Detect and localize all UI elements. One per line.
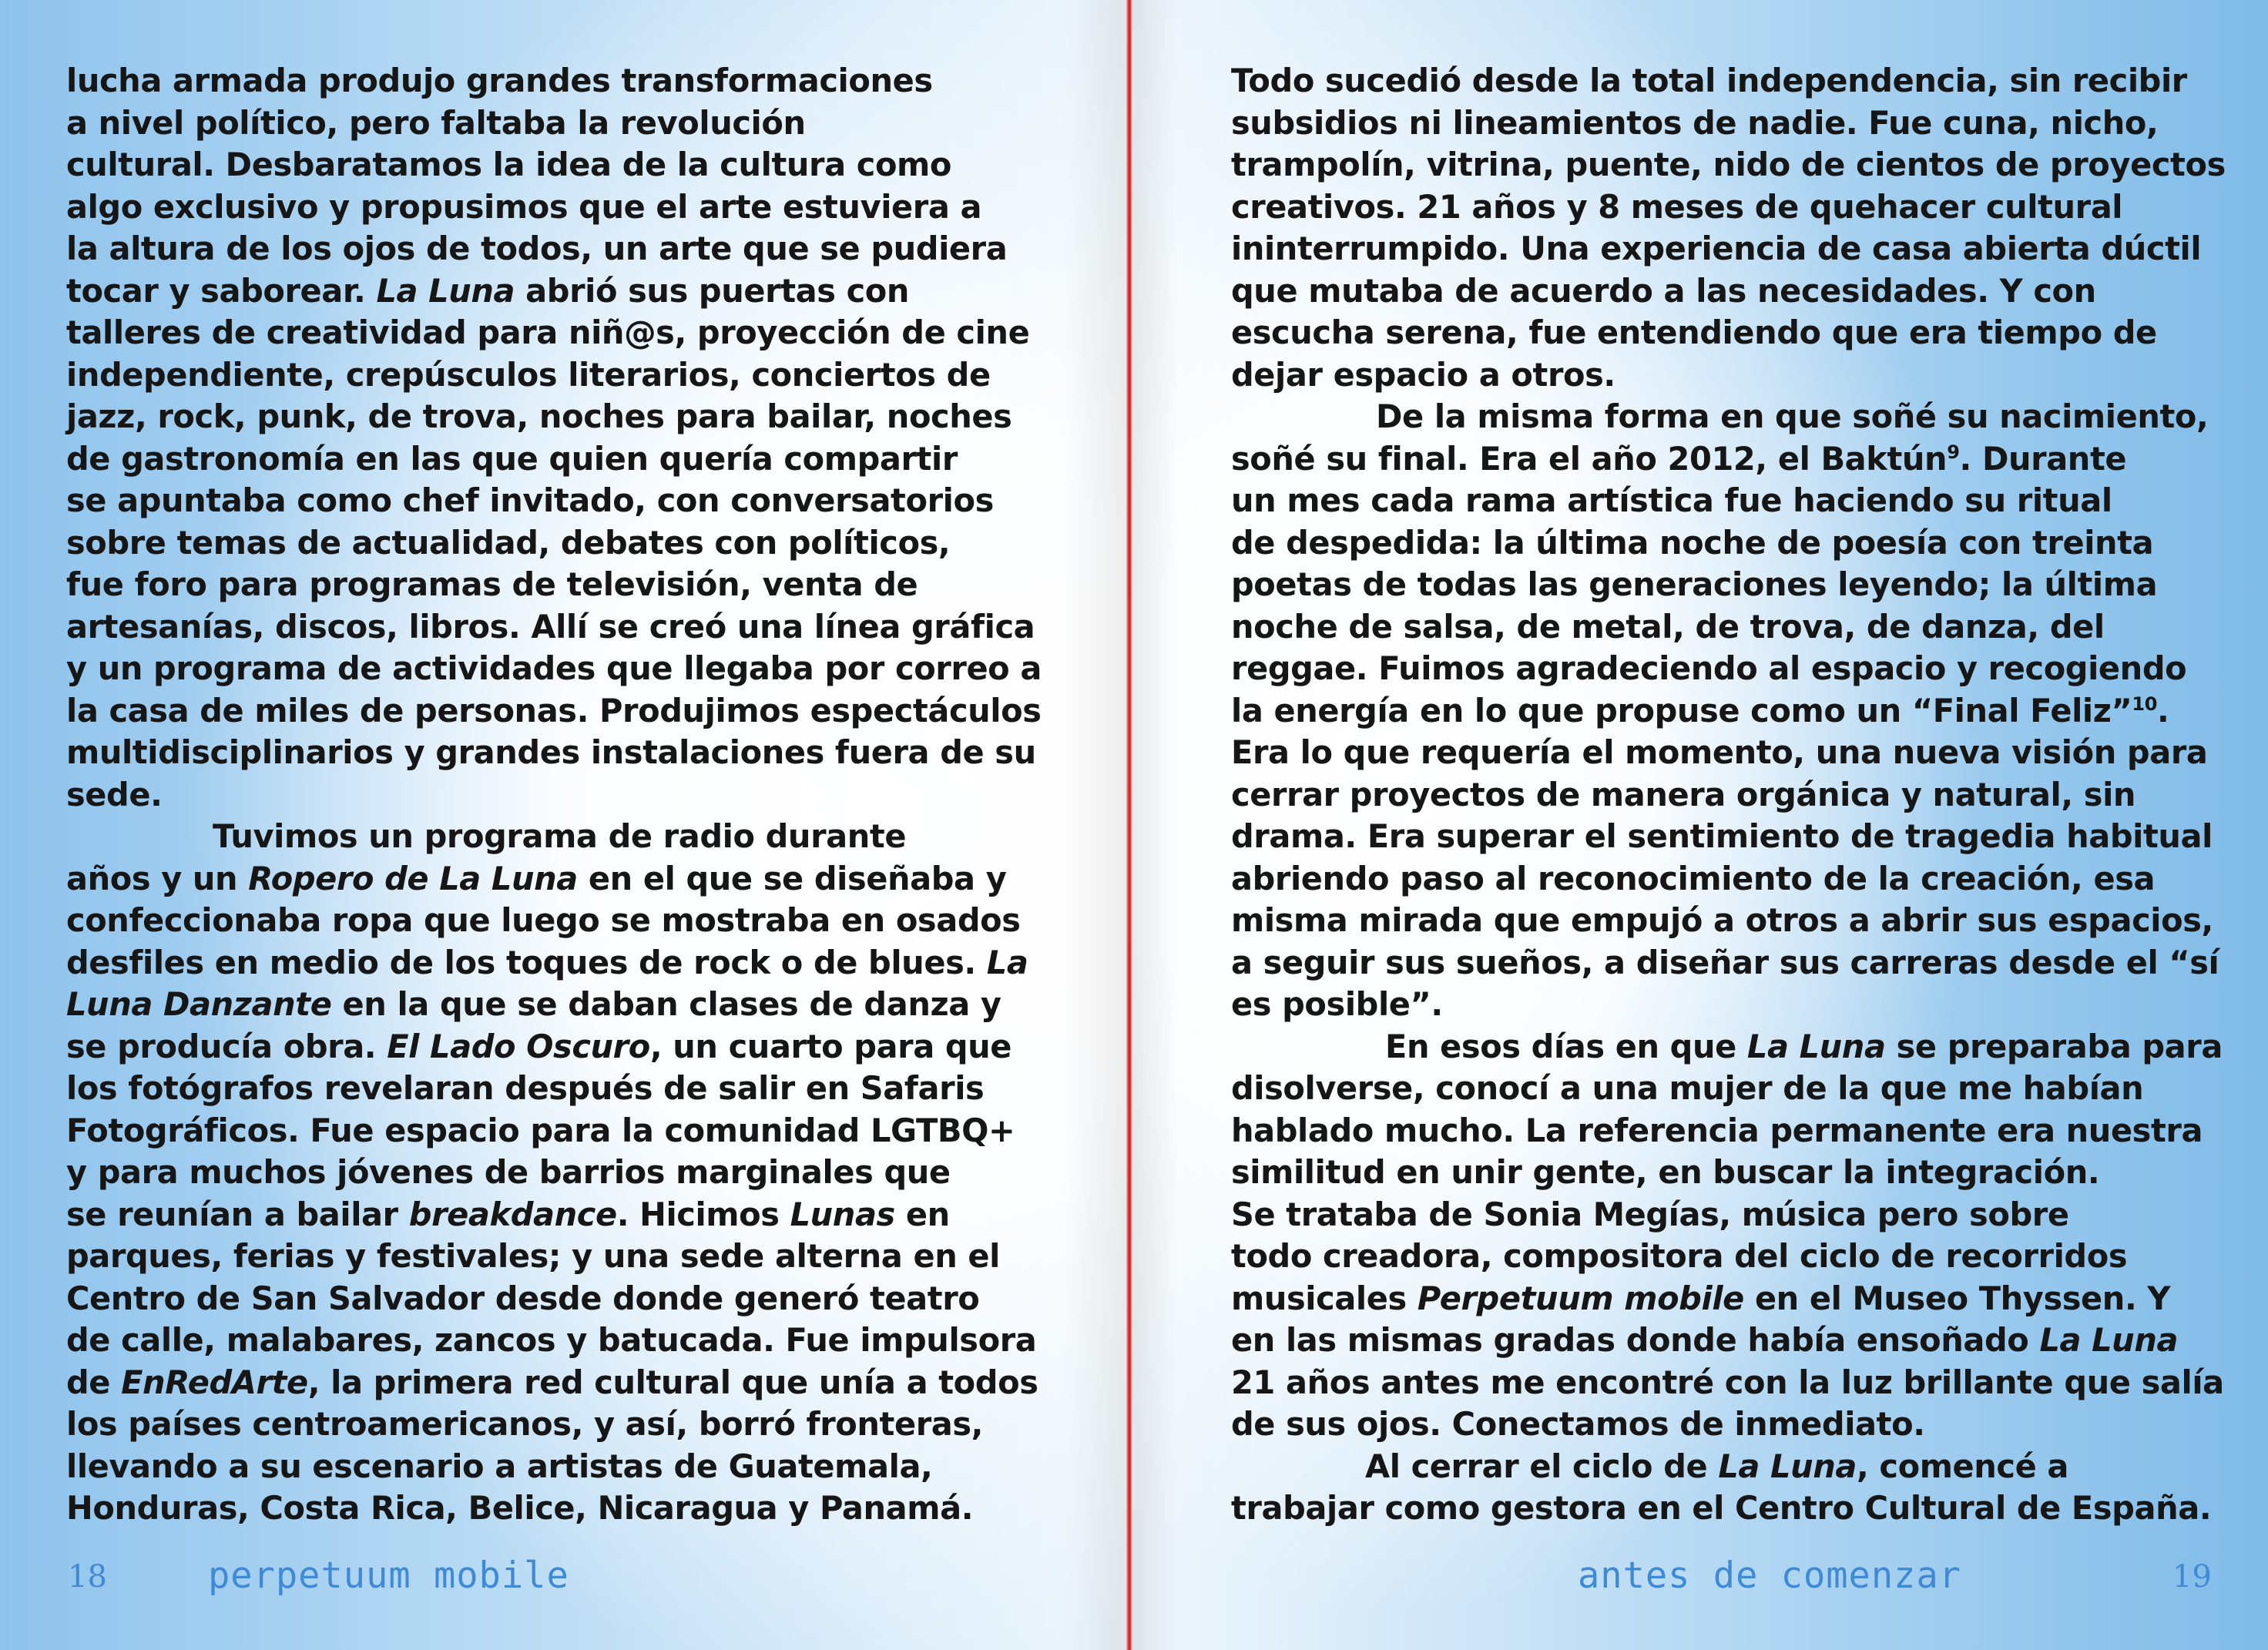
text-run: . Hicimos — [616, 1195, 790, 1233]
italic-title: El Lado Oscuro — [387, 1027, 650, 1065]
footnote-marker: 9 — [1947, 441, 1960, 463]
running-title: antes de comenzar — [1578, 1554, 1962, 1597]
text-line — [66, 1194, 1037, 1236]
text-run: , comencé a — [1856, 1447, 2069, 1485]
text-run: en las mismas gradas donde había ensoñado — [1231, 1321, 2040, 1359]
text-line: trabajar como gestora en el Centro Cultural de España. — [1231, 1489, 2212, 1527]
text-line: llevando a su escenario a artistas de Guatemala, — [66, 1447, 933, 1485]
text-line — [66, 858, 1037, 900]
text-line: cerrar proyectos de manera orgánica y natural, sin — [1231, 775, 2136, 813]
text-line: Fotográficos. Fue espacio para la comunidad LGTBQ+ — [66, 1111, 1015, 1149]
text-run: . Durante — [1959, 439, 2127, 478]
text-line: la casa de miles de personas. Produjimos espectáculos — [66, 691, 1042, 729]
text-line: los países centroamericanos, y así, borró fronteras, — [66, 1405, 984, 1443]
text-line: misma mirada que empujó a otros a abrir sus espacios, — [1231, 901, 2213, 939]
text-line: noche de salsa, de metal, de trova, de danza, del — [1231, 607, 2105, 646]
text-run: , la primera red cultural que unía a todos — [307, 1363, 1038, 1401]
italic-title: La — [986, 943, 1028, 981]
text-line: disolverse, conocí a una mujer de la que me habían — [1231, 1069, 2144, 1107]
text-line: se apuntaba como chef invitado, con conversatorios — [66, 481, 994, 519]
left-page — [0, 0, 1126, 1650]
text-line: algo exclusivo y propusimos que el arte estuviera a — [66, 187, 982, 226]
text-run: , un cuarto para que — [649, 1027, 1012, 1065]
text-run: de — [66, 1363, 122, 1401]
text-run: Al cerrar el ciclo de — [1365, 1447, 1719, 1485]
text-line — [66, 1026, 1037, 1068]
left-body-text — [66, 60, 1042, 1530]
text-line: trampolín, vitrina, puente, nido de cientos de proyectos — [1231, 146, 2226, 183]
text-line: de calle, malabares, zancos y batucada. Fue impulsora — [66, 1321, 1037, 1359]
text-line: poetas de todas las generaciones leyendo; la última — [1231, 565, 2158, 603]
paragraph-start-line: De la misma forma en que soñé su nacimiento, — [1376, 397, 2209, 435]
text-line: lucha armada produjo grandes transformaciones — [66, 62, 933, 99]
text-line: similitud en unir gente, en buscar la integración. — [1231, 1153, 2100, 1191]
text-line: fue foro para programas de televisión, venta de — [66, 565, 918, 603]
page-number: 19 — [2172, 1559, 2212, 1595]
text-run: se producía obra. — [66, 1027, 388, 1065]
text-line: multidisciplinarios y grandes instalaciones fuera de su — [66, 733, 1036, 771]
text-run: en la que se daban clases de danza y — [331, 985, 1001, 1023]
text-run: abrió sus puertas con — [515, 271, 910, 310]
text-line: a seguir sus sueños, a diseñar sus carreras desde el “sí — [1231, 943, 2219, 981]
text-line — [66, 984, 1037, 1026]
text-line: Honduras, Costa Rica, Belice, Nicaragua y Panamá. — [66, 1489, 974, 1527]
text-line — [66, 270, 1037, 313]
italic-title: La Luna — [2039, 1321, 2179, 1359]
text-line: confeccionaba ropa que luego se mostraba en osados — [66, 901, 1021, 939]
text-line — [1231, 1278, 2225, 1320]
text-run: en el que se diseñaba y — [577, 859, 1007, 897]
text-line: de despedida: la última noche de poesía con treinta — [1231, 523, 2154, 562]
text-run: en el Museo Thyssen. Y — [1743, 1279, 2171, 1317]
italic-term: Lunas — [790, 1195, 895, 1233]
text-line: parques, ferias y festivales; y una sede alterna en el — [66, 1237, 1000, 1275]
right-body-text — [1231, 60, 2225, 1530]
text-line: abriendo paso al reconocimiento de la creación, esa — [1231, 859, 2156, 897]
text-line: que mutaba de acuerdo a las necesidades. Y con — [1231, 271, 2096, 310]
text-line: un mes cada rama artística fue haciendo su ritual — [1231, 481, 2112, 519]
text-line: es posible”. — [1231, 985, 1443, 1023]
text-line — [1231, 438, 2225, 481]
text-line: escucha serena, fue entendiendo que era tiempo de — [1231, 314, 2157, 351]
text-line: ininterrumpido. Una experiencia de casa abierta dúctil — [1231, 230, 2202, 267]
text-run: musicales — [1231, 1279, 1418, 1317]
text-line: Todo sucedió desde la total independencia, sin recibir — [1231, 62, 2187, 99]
italic-title: EnRedArte — [121, 1363, 308, 1401]
text-line: drama. Era superar el sentimiento de tragedia habitual — [1231, 817, 2213, 855]
text-line: creativos. 21 años y 8 meses de quehacer cultural — [1231, 187, 2123, 226]
text-line: 21 años antes me encontré con la luz brillante que salía — [1231, 1363, 2224, 1401]
text-line: todo creadora, compositora del ciclo de recorridos — [1231, 1237, 2128, 1275]
text-line: Centro de San Salvador desde donde generó teatro — [66, 1279, 980, 1317]
text-line: sede. — [66, 775, 163, 813]
text-line — [66, 942, 1037, 984]
text-line: independiente, crepúsculos literarios, conciertos de — [66, 355, 991, 394]
italic-term: breakdance — [408, 1195, 617, 1233]
page-number: 18 — [68, 1559, 107, 1595]
text-line — [66, 1362, 1037, 1404]
text-line: subsidios ni lineamientos de nadie. Fue cuna, nicho, — [1231, 103, 2159, 142]
text-run: tocar y saborear. — [66, 271, 377, 310]
right-page — [1132, 0, 2268, 1650]
text-line: a nivel político, pero faltaba la revolución — [66, 103, 806, 142]
italic-title: La Luna — [1746, 1027, 1886, 1065]
text-line: artesanías, discos, libros. Allí se creó una línea gráfica — [66, 607, 1035, 646]
text-run: desfiles en medio de los toques de rock o de blues. — [66, 943, 987, 981]
paragraph-start-line — [1231, 1446, 2225, 1488]
text-line: la altura de los ojos de todos, un arte que se pudiera — [66, 230, 1008, 267]
text-line: de gastronomía en las que quien quería compartir — [66, 439, 958, 478]
text-line: cultural. Desbaratamos la idea de la cultura como — [66, 146, 952, 183]
text-run: soñé su final. Era el año 2012, el Baktún — [1231, 439, 1948, 478]
italic-title: La Luna — [1718, 1447, 1857, 1485]
italic-title: Perpetuum mobile — [1417, 1279, 1744, 1317]
running-title: perpetuum mobile — [208, 1554, 569, 1597]
text-run: se reunían a bailar — [66, 1195, 409, 1233]
text-line: y para muchos jóvenes de barrios marginales que — [66, 1153, 951, 1191]
text-line — [1231, 690, 2225, 733]
text-line: de sus ojos. Conectamos de inmediato. — [1231, 1405, 1925, 1443]
text-line: reggae. Fuimos agradeciendo al espacio y recogiendo — [1231, 649, 2187, 687]
text-line: dejar espacio a otros. — [1231, 355, 1615, 394]
paragraph-start-line: Tuvimos un programa de radio durante — [213, 817, 907, 855]
italic-title: Luna Danzante — [66, 985, 332, 1023]
right-gutter-shadow — [1132, 0, 1179, 1650]
binding-thread — [1126, 0, 1132, 1650]
left-gutter-shadow — [1063, 0, 1126, 1650]
text-line: sobre temas de actualidad, debates con políticos, — [66, 523, 951, 562]
italic-title: La Luna — [376, 271, 515, 310]
text-line: hablado mucho. La referencia permanente era nuestra — [1231, 1111, 2203, 1149]
italic-title: Ropero de La Luna — [248, 859, 578, 897]
text-run: . — [2157, 691, 2169, 729]
text-line: jazz, rock, punk, de trova, noches para bailar, noches — [66, 397, 1012, 435]
text-line: Se trataba de Sonia Megías, música pero sobre — [1231, 1195, 2069, 1233]
text-run: en — [894, 1195, 950, 1233]
text-line: y un programa de actividades que llegaba por correo a — [66, 649, 1042, 687]
paragraph-start-line — [1231, 1026, 2225, 1068]
text-run: años y un — [66, 859, 249, 897]
text-line: Era lo que requería el momento, una nueva visión para — [1231, 733, 2208, 771]
text-run: En esos días en que — [1385, 1027, 1747, 1065]
footnote-marker: 10 — [2132, 693, 2157, 715]
text-line: talleres de creatividad para niñ@s, proyección de cine — [66, 314, 1030, 351]
text-run: la energía en lo que propuse como un “Final Feliz” — [1231, 691, 2132, 729]
text-line: los fotógrafos revelaran después de salir en Safaris — [66, 1069, 985, 1107]
text-run: se preparaba para — [1885, 1027, 2223, 1065]
text-line — [1231, 1320, 2225, 1362]
